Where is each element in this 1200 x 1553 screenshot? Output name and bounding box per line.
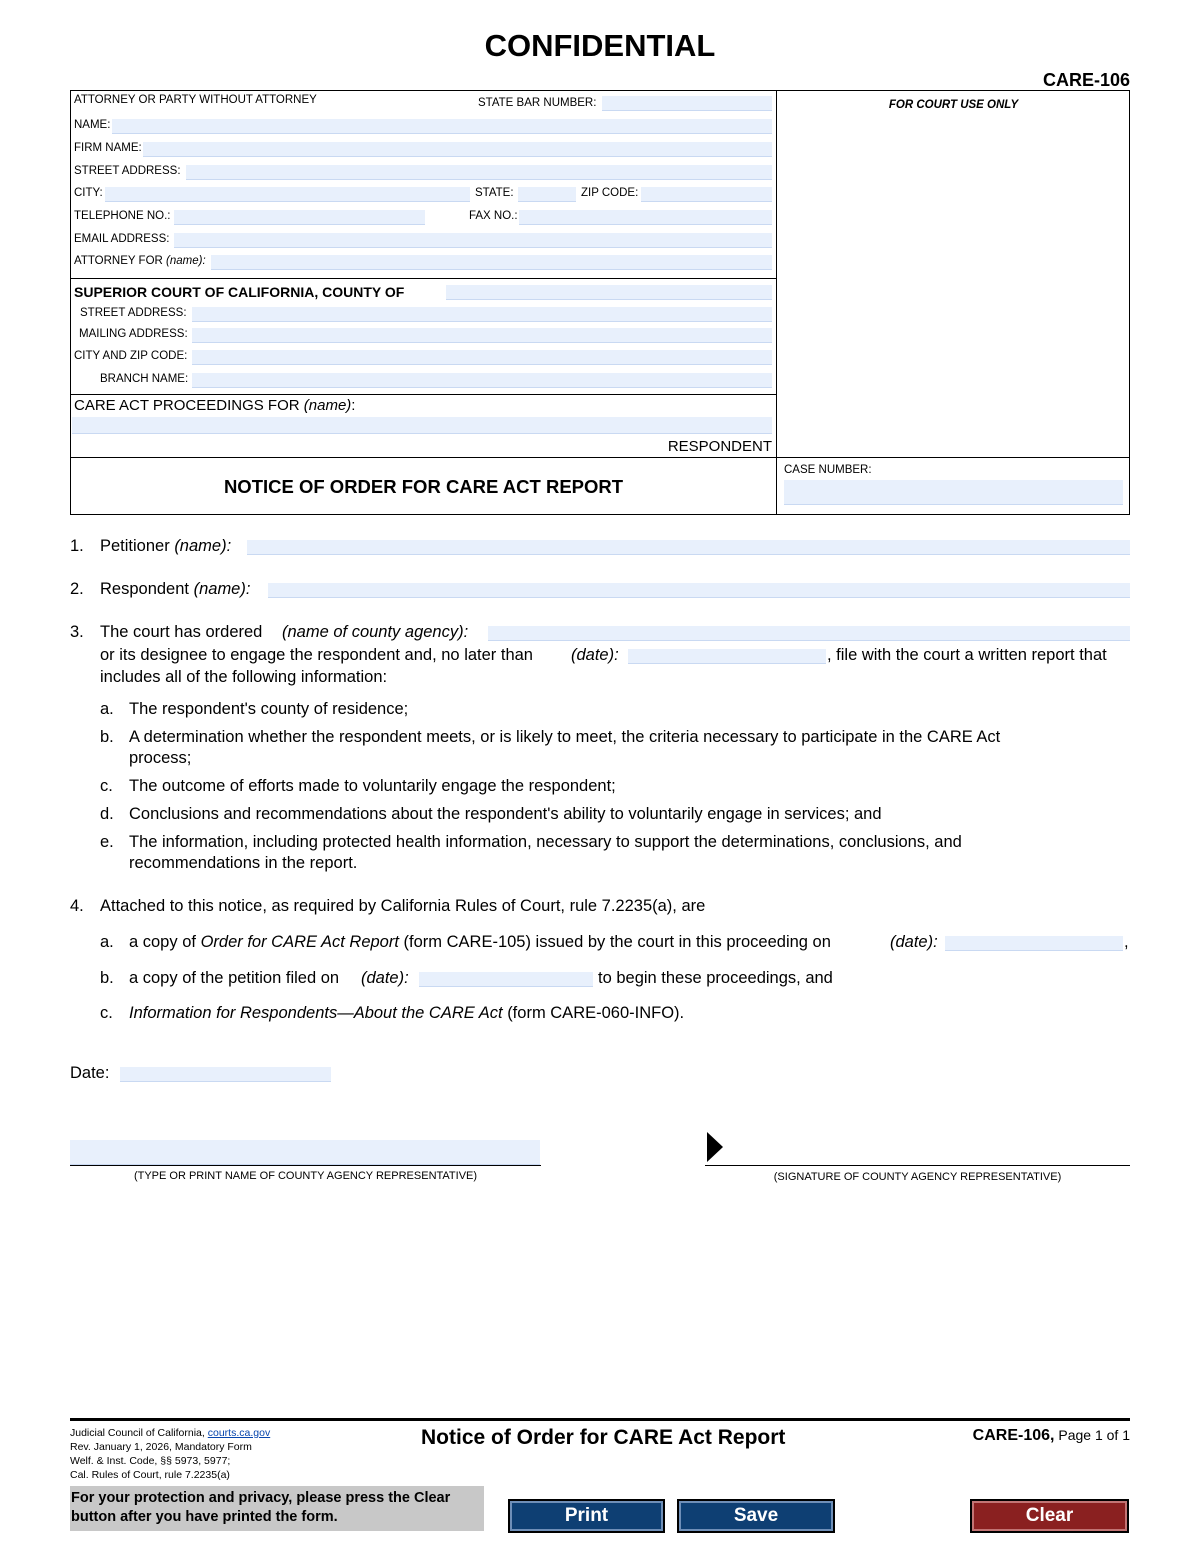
name-label: NAME: [74, 119, 111, 131]
phone-label: TELEPHONE NO.: [74, 210, 171, 222]
petitioner-text: Petitioner [100, 537, 170, 555]
save-button[interactable]: Save [677, 1499, 835, 1533]
firm-label: FIRM NAME: [74, 142, 142, 154]
mailing-label: MAILING ADDRESS: [79, 328, 188, 340]
item3-line3: includes all of the following information: [100, 668, 388, 686]
item2-number: 2. [70, 580, 84, 598]
petition-date-hint: (date): [361, 969, 409, 987]
court-use-label: FOR COURT USE ONLY [888, 99, 1019, 111]
council-text: Judicial Council of California, [70, 1427, 205, 1439]
item3e-letter: e. [100, 833, 114, 851]
item4a-post: (form CARE-105) issued by the court in this proceeding on [403, 933, 831, 951]
respondent-label: RESPONDENT [667, 438, 772, 455]
telephone-field[interactable] [174, 210, 425, 225]
attorney-for-field[interactable] [211, 255, 772, 270]
court-street-label: STREET ADDRESS: [80, 307, 187, 319]
courts-link[interactable]: courts.ca.gov [207, 1427, 271, 1439]
item1-number: 1. [70, 537, 84, 555]
item4a-letter: a. [100, 933, 114, 951]
court-proceedings-divider [70, 394, 777, 395]
item4c-form-title: Information for Respondents—About the CARE Act [129, 1004, 503, 1022]
fax-field[interactable] [519, 210, 772, 225]
date-label: Date: [70, 1064, 110, 1082]
state-field[interactable] [518, 187, 576, 202]
report-date-hint: (date): [571, 646, 619, 664]
item4c-post: (form CARE-060-INFO). [507, 1004, 685, 1022]
confidential-title: CONFIDENTIAL [484, 28, 716, 63]
item3a-letter: a. [100, 700, 114, 718]
name-signature-line [70, 1165, 541, 1166]
order-date-field[interactable] [945, 936, 1123, 951]
date-field[interactable] [120, 1067, 331, 1082]
item3d-text: Conclusions and recommendations about the respondent's ability to voluntarily engage in services; and [129, 805, 882, 823]
order-date-hint: (date): [890, 933, 938, 951]
branch-name-field[interactable] [192, 373, 772, 388]
email-field[interactable] [174, 233, 772, 248]
court-heading: SUPERIOR COURT OF CALIFORNIA, COUNTY OF [74, 284, 405, 300]
respondent-name-field[interactable] [268, 583, 1130, 598]
signature-arrow-icon [707, 1132, 723, 1162]
signature-line [705, 1165, 1130, 1166]
attorney-heading: ATTORNEY OR PARTY WITHOUT ATTORNEY [74, 94, 317, 106]
item3e-text2: recommendations in the report. [129, 854, 358, 872]
footer-page: Page 1 of 1 [1058, 1427, 1130, 1443]
footer-rule [70, 1418, 1130, 1421]
city-label: CITY: [74, 187, 103, 199]
city-zip-label: CITY AND ZIP CODE: [74, 350, 188, 362]
item3a-text: The respondent's county of residence; [129, 700, 409, 718]
proceedings-text: CARE ACT PROCEEDINGS FOR [74, 397, 300, 414]
footer-rev: Rev. January 1, 2026, Mandatory Form [70, 1441, 252, 1453]
item3b-text2: process; [129, 749, 192, 767]
respondent-text: Respondent [100, 580, 189, 598]
form-title: NOTICE OF ORDER FOR CARE ACT REPORT [223, 476, 624, 497]
petitioner-name-hint: (name): [174, 537, 232, 555]
item4a-text [129, 933, 831, 952]
attorney-for-text: ATTORNEY FOR [74, 255, 163, 267]
email-label: EMAIL ADDRESS: [74, 233, 170, 245]
county-field[interactable] [446, 285, 772, 300]
item4-text: Attached to this notice, as required by California Rules of Court, rule 7.2235(a), are [100, 897, 706, 915]
agency-rep-name-field[interactable] [70, 1140, 540, 1165]
footer-council [70, 1427, 270, 1439]
court-street-field[interactable] [192, 307, 772, 322]
case-number-label: CASE NUMBER: [784, 464, 872, 476]
proceedings-name-hint: (name) [303, 397, 352, 414]
proceedings-colon: : [351, 397, 356, 414]
item4b-letter: b. [100, 969, 114, 987]
item3c-text: The outcome of efforts made to voluntarily engage the respondent; [129, 777, 616, 795]
street-address-field[interactable] [186, 165, 772, 180]
petitioner-name-field[interactable] [247, 540, 1130, 555]
county-agency-hint: (name of county agency): [282, 623, 469, 641]
state-label: STATE: [475, 187, 514, 199]
item4-number: 4. [70, 897, 84, 915]
proceedings-label [74, 397, 355, 414]
item3-number: 3. [70, 623, 84, 641]
item4b-post: to begin these proceedings, and [598, 969, 833, 987]
zip-field[interactable] [641, 187, 772, 202]
item4c-letter: c. [100, 1004, 113, 1022]
attorney-for-name-hint: (name): [166, 255, 206, 267]
city-zip-field[interactable] [192, 350, 772, 365]
county-agency-field[interactable] [488, 626, 1130, 641]
respondent-name-hint: (name): [193, 580, 251, 598]
branch-label: BRANCH NAME: [100, 373, 189, 385]
attorney-for-label [74, 255, 206, 267]
form-id: CARE-106 [1042, 70, 1130, 90]
name-caption: (TYPE OR PRINT NAME OF COUNTY AGENCY REPRESENTATIVE) [133, 1170, 478, 1182]
clear-button[interactable]: Clear [970, 1499, 1129, 1533]
item4c-text [129, 1004, 684, 1023]
footer-form-page [973, 1427, 1130, 1445]
item3e-text: The information, including protected health information, necessary to support the determinations, conclusions, and [129, 833, 962, 851]
privacy-notice [70, 1486, 484, 1531]
footer-form-id: CARE-106, [972, 1427, 1055, 1444]
item3-line2b: , file with the court a written report that [827, 646, 1107, 664]
fax-label: FAX NO.: [469, 210, 518, 222]
petition-date-field[interactable] [419, 972, 593, 987]
state-bar-label: STATE BAR NUMBER: [478, 97, 597, 109]
item3-line2a: or its designee to engage the respondent and, no later than [100, 646, 533, 664]
item2-label [100, 580, 250, 599]
item4a-form-title: Order for CARE Act Report [200, 933, 399, 951]
firm-name-field[interactable] [143, 142, 772, 157]
item4b-pre: a copy of the petition filed on [129, 969, 340, 987]
privacy-line2: button after you have printed the form. [71, 1509, 338, 1525]
item3b-text: A determination whether the respondent meets, or is likely to meet, the criteria necessary to participate in the CARE Act [129, 728, 1001, 746]
zip-label: ZIP CODE: [581, 187, 639, 199]
respondent-caption-field[interactable] [72, 417, 772, 434]
attorney-court-divider [70, 278, 777, 279]
item4a-comma: , [1124, 933, 1129, 951]
city-field[interactable] [105, 187, 470, 202]
item1-label [100, 537, 231, 556]
signature-caption: (SIGNATURE OF COUNTY AGENCY REPRESENTATIVE) [773, 1171, 1062, 1183]
title-row-divider [70, 457, 1130, 458]
report-date-field[interactable] [628, 649, 826, 664]
mailing-address-field[interactable] [192, 328, 772, 343]
caption-vertical-divider [776, 90, 777, 515]
state-bar-field[interactable] [602, 96, 772, 111]
item3-label: The court has ordered [100, 623, 263, 641]
footer-title: Notice of Order for CARE Act Report [421, 1426, 786, 1449]
footer-rule-citation: Cal. Rules of Court, rule 7.2235(a) [70, 1469, 230, 1481]
item3b-letter: b. [100, 728, 114, 746]
print-button[interactable]: Print [508, 1499, 665, 1533]
item3c-letter: c. [100, 777, 113, 795]
privacy-line1: For your protection and privacy, please press the Clear [71, 1490, 451, 1506]
item4a-pre: a copy of [129, 933, 196, 951]
case-number-field[interactable] [784, 480, 1123, 505]
item3d-letter: d. [100, 805, 114, 823]
attorney-name-field[interactable] [112, 119, 772, 134]
street-label: STREET ADDRESS: [74, 165, 181, 177]
footer-code: Welf. & Inst. Code, §§ 5973, 5977; [70, 1455, 231, 1467]
